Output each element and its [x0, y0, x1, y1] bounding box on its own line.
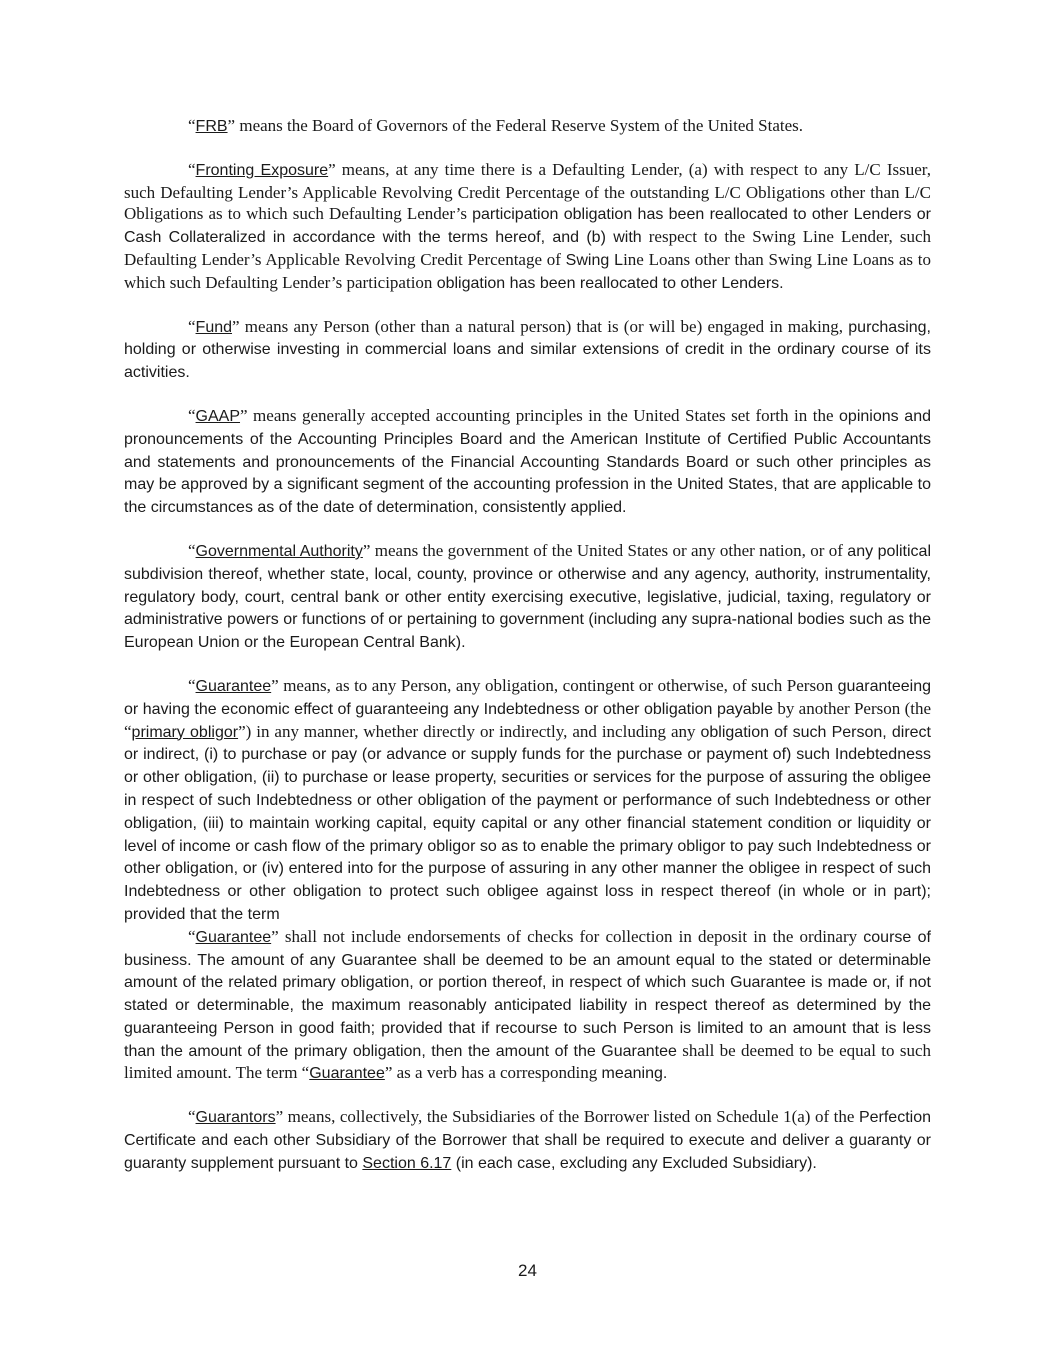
definition-frb: “FRB” means the Board of Governors of the Federal Reserve System of the United States. [188, 116, 804, 135]
definition-fronting-exposure: “Fronting Exposure” means, at any time there is a Defaulting Lender, (a) with respect to any L/C Issuer, such Defaulting Lender’s Applicable Revolving Credit Percentage of the outstanding L/C Obligations other than L/C Obligations as to which such Defaulting Lender’s participation obligation has been reallocated to other Lenders or Cash Collateralized in accordance with the terms hereof, and (b) with respect to the Swing Line Lender, such Defaulting Lender’s Applicable Revolving Credit Percentage of Swing Line Loans other than Swing Line Loans as to which such Defaulting Lender’s participation obligation has been reallocated to other Lenders. [124, 159, 932, 292]
definition-gaap: “GAAP” means generally accepted accounting principles in the United States set forth in the opinions and pronouncements of the Accounting Principles Board and the American Institute of Certified Public Accountants and statements and pronouncements of the Financial Accounting Standards Board or such other principles as may be approved by a significant segment of the accounting profession in the United States, that are applicable to the circumstances as of the date of determination, consistently applied. [124, 405, 932, 517]
defined-term-primary-obligor: primary obligor [131, 723, 239, 741]
defined-term: Guarantors [195, 1109, 276, 1127]
defined-term: Governmental Authority [195, 542, 363, 560]
definition-governmental-authority: “Governmental Authority” means the government of the United States or any other nation, or of any political subdivision thereof, whether state, local, county, province or otherwise and any agency, authority, instrumentality, regulatory body, court, central bank or other entity exercising executive, legislative, judicial, taxing, regulatory or administrative powers or functions of or pertaining to government (including any supra-national bodies such as the European Union or the European Central Bank). [124, 540, 932, 652]
definition-guarantee-continued: “Guarantee” shall not include endorsements of checks for collection in deposit in the ordinary course of business. The amount of any Guarantee shall be deemed to be an amount equal to the stated or determinable amount of the related primary obligation, or portion thereof, in respect of which such Guarantee is made or, if not stated or determinable, the maximum reasonably anticipated liability in respect thereof as determined by the guaranteeing Person in good faith; provided that if recourse to such Person is limited to an amount that is less than the amount of the primary obligation, then the amount of the Guarantee shall be deemed to be equal to such limited amount. The term “Guarantee” as a verb has a corresponding meaning. [124, 926, 931, 1083]
defined-term: Fronting Exposure [195, 161, 329, 179]
definition-guarantors: “Guarantors” means, collectively, the Subsidiaries of the Borrower listed on Schedule 1(a) of the Perfection Certificate and each other Subsidiary of the Borrower that shall be required to execute and deliver a guaranty or guaranty supplement pursuant to Section 6.17 (in each case, excluding any Excluded Subsidiary). [124, 1107, 931, 1172]
definition-guarantee: “Guarantee” means, as to any Person, any obligation, contingent or otherwise, of such Person guaranteeing or having the economic effect of guaranteeing any Indebtedness or other obligation payable by another Person (the “primary obligor”) in any manner, whether directly or indirectly, and including any obligation of such Person, direct or indirect, (i) to purchase or pay (or advance or supply funds for the purchase or payment of) such Indebtedness or other obligation, (ii) to purchase or lease property, securities or services for the purpose of assuring the obligee in respect of such Indebtedness or other obligation of the payment or performance of such Indebtedness or other obligation, (iii) to maintain working capital, equity capital or any other financial statement condition or liquidity or level of income or cash flow of the primary obligor so as to enable the primary obligor to pay such Indebtedness or other obligation, or (iv) entered into for the purpose of assuring in any other manner the obligee in respect of such Indebtedness or other obligation to protect such obligee against loss in respect thereof (in whole or in part); provided that the term [124, 675, 932, 923]
defined-term: Guarantee [195, 928, 272, 946]
definition-fund: “Fund” means any Person (other than a natural person) that is (or will be) engaged in making, purchasing, holding or otherwise investing in commercial loans and similar extensions of credit in the ordinary course of its activities. [124, 316, 931, 382]
defined-term: GAAP [195, 407, 241, 425]
page-number: 24 [518, 1261, 537, 1280]
section-reference-link[interactable]: Section 6.17 [362, 1154, 452, 1172]
defined-term: FRB [195, 118, 228, 135]
defined-term: Guarantee [195, 677, 272, 695]
defined-term: Guarantee [309, 1065, 385, 1083]
defined-term: Fund [195, 318, 233, 336]
document-page [124, 115, 931, 1196]
